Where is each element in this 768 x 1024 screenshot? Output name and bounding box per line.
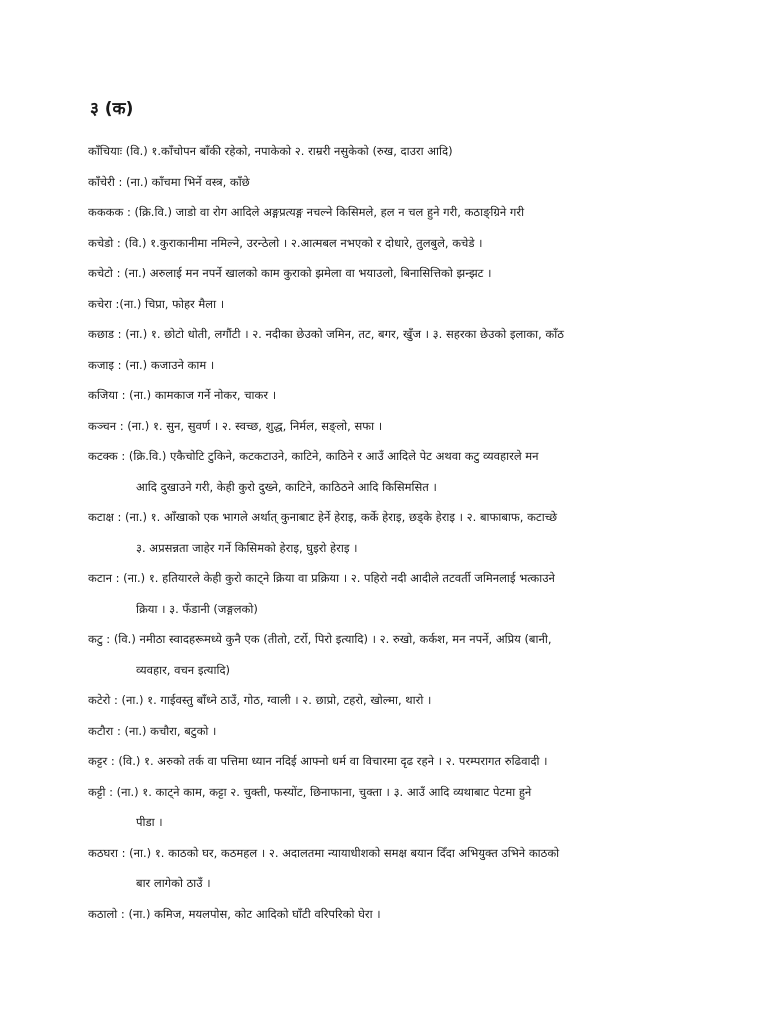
dictionary-entry: [88, 685, 688, 716]
entry-line: कककक : (क्रि.वि.) जाडो वा रोग आदिले अङ्गप्रत्यङ्ग नचल्ने किसिमले, हल न चल हुने गरी, कठाङ्ग्रिने गरी: [88, 205, 525, 219]
dictionary-entry: [88, 289, 688, 320]
entry-line: कटु : (वि.) नमीठा स्वादहरूमध्ये कुनै एक (तीतो, टर्रो, पिरो इत्यादि) । २. रुखो, कर्कश, मन नपर्ने, अप्रिय (बानी,: [88, 632, 552, 646]
entry-line: कजाइ : (ना.) कजाउने काम ।: [88, 357, 215, 372]
dictionary-entry: [88, 228, 688, 259]
dictionary-entry: [88, 502, 688, 563]
entry-line: कञ्चन : (ना.) १. सुन, सुवर्ण । २. स्वच्छ, शुद्ध, निर्मल, सङ्लो, सफा ।: [88, 418, 383, 433]
dictionary-entry: [88, 380, 688, 411]
dictionary-entry: [88, 441, 688, 502]
entry-line: कचेटो : (ना.) अरुलाई मन नपर्ने खालको काम कुराको झमेला वा भयाउलो, बिनासित्तिको झन्झट ।: [88, 266, 492, 280]
entry-line: कजिया : (ना.) कामकाज गर्ने नोकर, चाकर ।: [88, 388, 277, 402]
entry-continuation-line: क्रिया । ३. फँडानी (जङ्गलको): [136, 601, 258, 616]
dictionary-entry: [88, 746, 688, 777]
entry-line: कचेरा :(ना.) चिप्रा, फोहर मैला ।: [88, 296, 225, 311]
entry-line: काँचियाः (वि.) १.काँचोपन बाँकी रहेको, नपाकेको २. राम्ररी नसुकेको (रुख, दाउरा आदि): [88, 144, 453, 158]
entry-line: काँचेरी : (ना.) काँचमा भिर्ने वस्त्र, काँछे: [88, 174, 250, 189]
dictionary-entry: [88, 777, 688, 838]
entry-line: कटक्क : (क्रि.वि.) एकैचोटि टुकिने, कटकटाउने, काटिने, काठिने र आउँ आदिले पेट अथवा कटु व्यवहारले मन: [88, 449, 539, 463]
entry-continuation-line: व्यवहार, वचन इत्यादि): [136, 662, 231, 677]
entry-list: [88, 136, 688, 929]
dictionary-entry: [88, 411, 688, 442]
entry-line: कटान : (ना.) १. हतियारले केही कुरो काट्ने क्रिया वा प्रक्रिया । २. पहिरो नदी आदीले तटवर्ती जमिनलाई भत्काउने: [88, 571, 555, 585]
entry-line: कछाड : (ना.) १. छोटो धोती, लगौंटी । २. नदीका छेउको जमिन, तट, बगर, खुँज । ३. सहरका छेउको इलाका, काँठ: [88, 327, 564, 341]
entry-line: कट्टी : (ना.) १. काट्ने काम, कट्टा २. चुक्ती, फस्योंट, छिनाफाना, चुक्ता । ३. आउँ आदि व्यथाबाट पेटमा हुने: [88, 784, 532, 799]
dictionary-entry: [88, 258, 688, 289]
dictionary-entry: [88, 319, 688, 350]
dictionary-entry: [88, 716, 688, 747]
dictionary-entry: [88, 838, 688, 899]
dictionary-entry: [88, 563, 688, 624]
entry-line: कठालो : (ना.) कमिज, मयलपोस, कोट आदिको घाँटी वरिपरिको घेरा ।: [88, 906, 381, 921]
entry-continuation-line: ३. अप्रसन्नता जाहेर गर्ने किसिमको हेराइ, घुइरो हेराइ ।: [136, 540, 358, 555]
entry-line: कठघरा : (ना.) १. काठको घर, कठमहल । २. अदालतमा न्यायाधीशको समक्ष बयान दिँदा अभियुक्त उभिने काठको: [88, 845, 560, 860]
entry-line: कट्टर : (वि.) १. अरुको तर्क वा पत्तिमा ध्यान नदिई आफ्नो धर्म वा विचारमा दृढ रहने । २. परम्परागत रुढिवादी ।: [88, 754, 548, 768]
dictionary-entry: [88, 350, 688, 381]
entry-continuation-line: पीडा ।: [136, 815, 163, 829]
dictionary-entry: [88, 167, 688, 198]
entry-line: कटाक्ष : (ना.) १. आँखाको एक भागले अर्थात् कुनाबाट हेर्ने हेराइ, कर्के हेराइ, छड्के हेराइ । २. बाफाबाफ, कटाच्छे: [88, 510, 557, 524]
section-heading: ३ (क): [90, 99, 134, 119]
entry-continuation-line: बार लागेको ठाउँ ।: [136, 876, 211, 890]
dictionary-entry: [88, 197, 688, 228]
entry-line: कटेरो : (ना.) १. गाईवस्तु बाँध्ने ठाउँ, गोठ, ग्वाली । २. छाप्रो, टहरो, खोल्मा, थारो ।: [88, 693, 432, 707]
dictionary-entry: [88, 899, 688, 930]
entry-line: कचेडो : (वि.) १.कुराकानीमा नमिल्ने, उरन्ठेलो । २.आत्मबल नभएको र दोधारे, तुलबुले, कचेडे ।: [88, 235, 483, 250]
entry-continuation-line: आदि दुखाउने गरी, केही कुरो दुख्ने, काटिने, काठिठने आदि किसिमसित ।: [136, 479, 437, 494]
dictionary-entry: [88, 624, 688, 685]
dictionary-entry: [88, 136, 688, 167]
entry-line: कटौरा : (ना.) कचौरा, बटुको ।: [88, 723, 217, 738]
